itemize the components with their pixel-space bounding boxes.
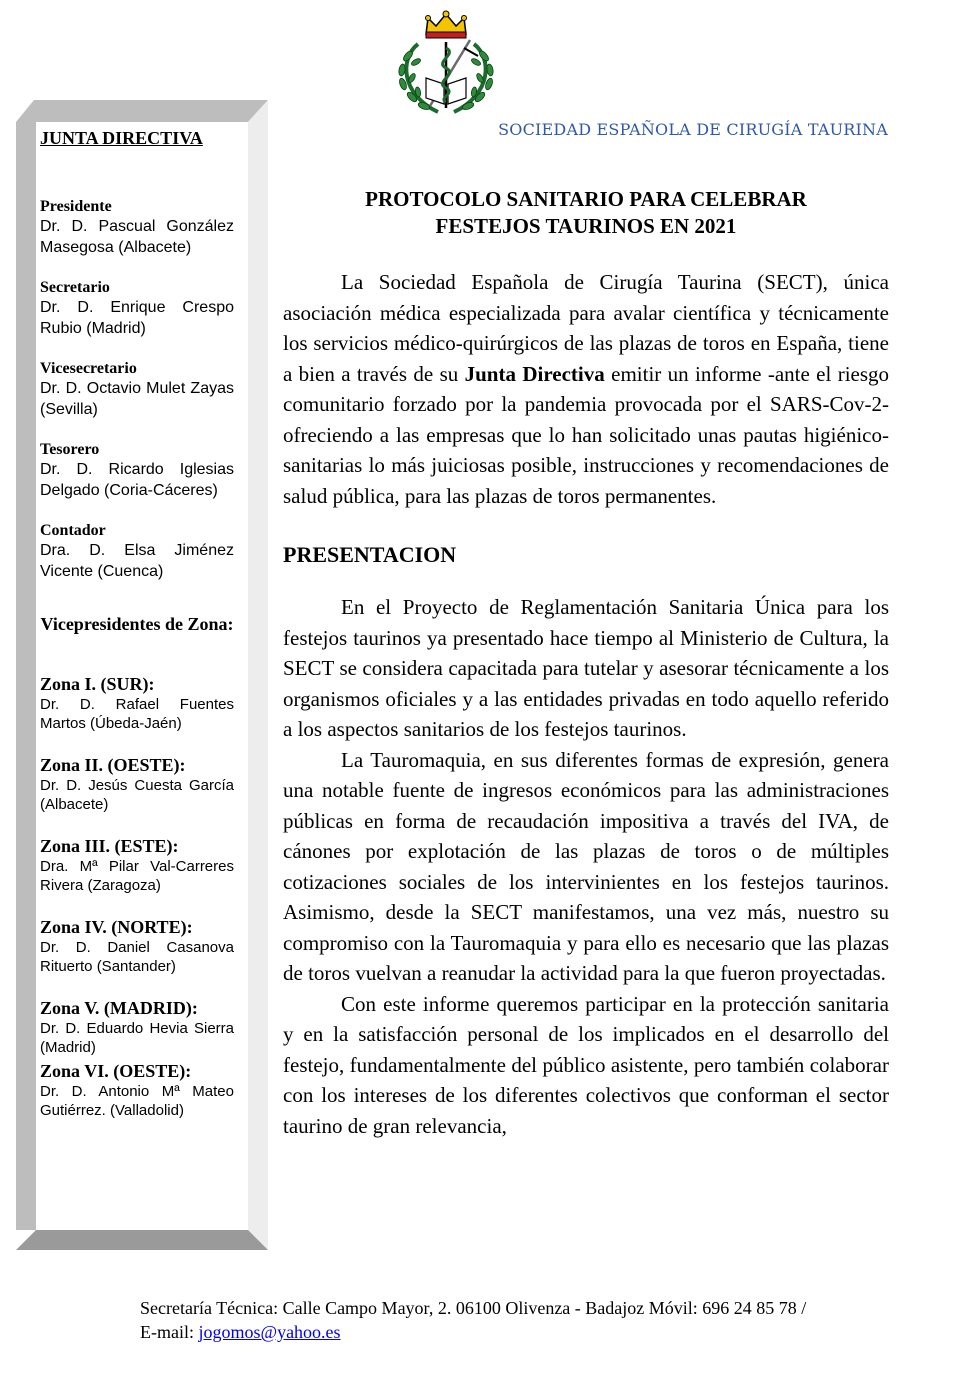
board-role: Contador: [40, 522, 106, 539]
zone-entry: [40, 674, 234, 733]
board-person: Dra. D. Elsa Jiménez Vicente (Cuenca): [40, 542, 234, 580]
zone-label: Zona III. (ESTE):: [40, 836, 179, 856]
main-content: [283, 186, 889, 1141]
board-member: [40, 359, 234, 420]
board-person: Dr. D. Enrique Crespo Rubio (Madrid): [40, 299, 234, 337]
body-paragraph: En el Proyecto de Reglamentación Sanitaria Única para los festejos taurinos ya presentado hace tiempo al Ministerio de Cultura, la SECT se considera capacitada para tutelar y asesorar técnicamente a los organismos oficiales y a las entidades privadas en todo aquello referido a los aspectos sanitarios de los festejos taurinos.: [283, 595, 889, 741]
zone-entry: [40, 1061, 234, 1120]
board-sidebar: [40, 128, 234, 1142]
board-role: Vicesecretario: [40, 360, 137, 377]
zone-person: Dr. D. Rafael Fuentes Martos (Úbeda-Jaén): [40, 696, 234, 732]
board-role: Presidente: [40, 198, 112, 215]
intro-paragraph: [283, 267, 889, 511]
section-heading: PRESENTACION: [283, 542, 457, 567]
board-person: Dr. D. Octavio Mulet Zayas (Sevilla): [40, 380, 234, 418]
intro-bold-text: Junta Directiva: [464, 361, 605, 386]
footer-address: Secretaría Técnica: Calle Campo Mayor, 2. 06100 Olivenza - Badajoz Móvil: 696 24 85 78 /: [140, 1298, 807, 1318]
zone-person: Dr. D. Jesús Cuesta García (Albacete): [40, 777, 234, 813]
zone-person: Dra. Mª Pilar Val-Carreres Rivera (Zaragoza): [40, 858, 234, 894]
document-title-line: PROTOCOLO SANITARIO PARA CELEBRAR: [365, 187, 807, 211]
crowned-laurel-wreath-logo-icon: [386, 8, 506, 120]
vicepresidents-title: Vicepresidentes de Zona:: [40, 614, 234, 634]
zone-entry: [40, 998, 234, 1057]
board-role: Secretario: [40, 279, 110, 296]
board-member: [40, 521, 234, 582]
zone-label: Zona V. (MADRID):: [40, 998, 198, 1018]
zone-person: Dr. D. Daniel Casanova Rituerto (Santander): [40, 939, 234, 975]
board-member: [40, 197, 234, 258]
zone-label: Zona I. (SUR):: [40, 674, 155, 694]
zone-entry: [40, 755, 234, 814]
body-paragraph: Con este informe queremos participar en la protección sanitaria y en la satisfacción personal de los implicados en el desarrollo del festejo, fundamentalmente del público asistente, pero también colaborar con los intereses de los diferentes colectivos que conforman el sector taurino de gran relevancia,: [283, 991, 889, 1138]
intro-text: emitir un informe -ante el riesgo comunitario forzado por la pandemia provocada por el SARS-Cov-2- ofreciendo a las empresas que lo han solicitado unas pautas higiénico-sanitarias lo más juiciosas posible, instrucciones y recomendaciones de salud pública, para las plazas de toros permanentes.: [283, 361, 890, 508]
zone-label: Zona II. (OESTE):: [40, 755, 186, 775]
footer-email-link[interactable]: jogomos@yahoo.es: [198, 1322, 341, 1342]
footer-email-line: [140, 1320, 900, 1344]
zone-entry: [40, 917, 234, 976]
footer-email-label: E-mail:: [140, 1322, 199, 1342]
zone-person: Dr. D. Eduardo Hevia Sierra (Madrid): [40, 1020, 234, 1056]
intro-text: La Sociedad Española de Cirugía Taurina (SECT), única asociación médica especializada para avalar científica y técnicamente los servicios médico-quirúrgicos de las plazas de toros en España, tiene a bien a través de su: [283, 270, 889, 386]
board-role: Tesorero: [40, 441, 100, 458]
board-title: JUNTA DIRECTIVA: [40, 128, 203, 148]
society-logo: [386, 8, 506, 120]
document-title: [283, 186, 889, 240]
board-person: Dr. D. Ricardo Iglesias Delgado (Coria-Cáceres): [40, 461, 234, 499]
board-member: [40, 440, 234, 501]
zone-person: Dr. D. Antonio Mª Mateo Gutiérrez. (Valladolid): [40, 1083, 234, 1119]
organization-name: SOCIEDAD ESPAÑOLA DE CIRUGÍA TAURINA: [498, 120, 888, 139]
body-paragraph: La Tauromaquia, en sus diferentes formas de expresión, genera una notable fuente de ingresos económicos para las administraciones públicas en forma de recaudación impositiva a través del IVA, de cánones por explotación de las plazas de toros o de múltiples cotizaciones sociales de los intervinientes en los festejos taurinos. Asimismo, desde la SECT manifestamos, una vez más, nuestro su compromiso con la Tauromaquia y para ello es necesario que las plazas de toros vuelvan a reanudar la actividad para la que fueron proyectadas.: [283, 747, 889, 985]
footer: [140, 1296, 900, 1344]
zone-label: Zona IV. (NORTE):: [40, 917, 193, 937]
board-member: [40, 278, 234, 339]
zone-label: Zona VI. (OESTE):: [40, 1061, 192, 1081]
document-title-line: FESTEJOS TAURINOS EN 2021: [435, 214, 737, 238]
zone-entry: [40, 836, 234, 895]
board-person: Dr. D. Pascual González Masegosa (Albacete): [40, 218, 234, 256]
